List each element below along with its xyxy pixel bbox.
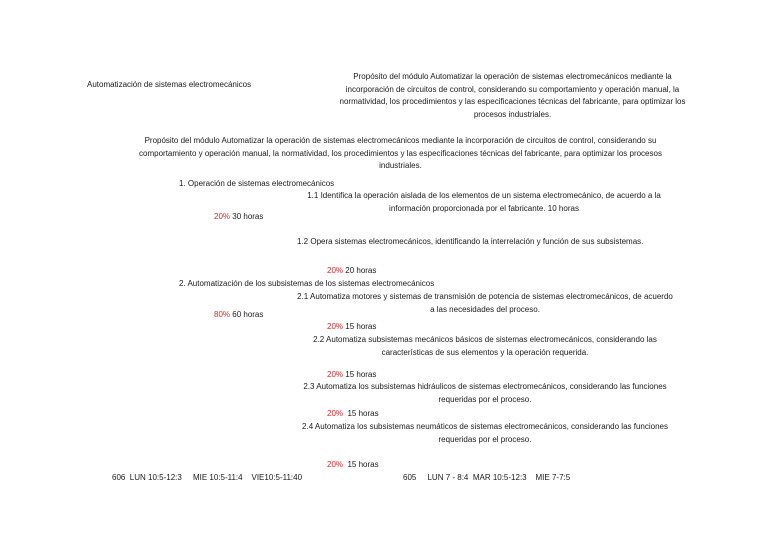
percent: 20% (327, 409, 344, 418)
result-2-1-weight (327, 321, 376, 334)
result-1-2-weight (327, 265, 376, 278)
hours: 15 horas (345, 322, 377, 331)
result-1-1: 1.1 Identifica la operación aislada de los elementos de un sistema electromecánico, de acuerdo a la información proporcionada por el fabricante. 10 horas (307, 191, 661, 213)
result-2-1: 2.1 Automatiza motores y sistemas de transmisión de potencia de sistemas electromecánicos, de acuerdo a las necesidades del proceso. (297, 292, 673, 314)
unit-1-title: 1. Operación de sistemas electromecánicos (179, 179, 335, 188)
result-1-2: 1.2 Opera sistemas electromecánicos, identificando la interrelación y función de sus subsistemas. (297, 237, 644, 246)
percent: 20% (327, 460, 344, 469)
hours: 20 horas (345, 266, 377, 275)
hours: 60 horas (232, 310, 264, 319)
hours: 30 horas (232, 212, 264, 221)
percent: 20% (327, 322, 344, 331)
hours: 15 horas (345, 370, 377, 379)
hours: 15 horas (347, 409, 379, 418)
purpose-full: Propósito del módulo Automatizar la operación de sistemas electromecánicos mediante la incorporación de circuitos de control, considerando su comportamiento y operación manual, la normatividad, los procedimientos y las especificaciones técnicas del fabricante, para optimizar los procesos industriales. (139, 136, 662, 170)
purpose-right: Propósito del módulo Automatizar la operación de sistemas electromecánicos mediante la incorporación de circuitos de control, considerando su comportamiento y operación manual, la normatividad, los procedimientos y las especificaciones técnicas del fabricante, para optimizar los procesos industriales. (339, 72, 686, 119)
result-2-4-weight (327, 459, 379, 472)
hours: 15 horas (347, 460, 379, 469)
percent: 20% (327, 266, 344, 275)
percent: 20% (327, 370, 344, 379)
result-2-2-weight (327, 369, 376, 382)
unit-1-weight (214, 211, 263, 224)
schedule-group-606: 606 LUN 10:5-12:3 MIE 10:5-11:4 VIE10:5-11:40 (112, 473, 303, 482)
result-2-3-weight (327, 408, 379, 421)
unit-2-title: 2. Automatización de los subsistemas de los sistemas electromecánicos (179, 279, 435, 288)
result-2-4: 2.4 Automatiza los subsistemas neumáticos de sistemas electromecánicos, considerando las funciones requeridas por el proceso. (302, 422, 668, 444)
percent: 80% (214, 310, 231, 319)
schedule-group-605: 605 LUN 7 - 8:4 MAR 10:5-12:3 MIE 7-7:5 (403, 473, 571, 482)
percent: 20% (214, 212, 231, 221)
result-2-2: 2.2 Automatiza subsistemas mecánicos básicos de sistemas electromecánicos, considerando las características de sus elementos y la operación requerida. (313, 335, 657, 357)
document-title: Automatización de sistemas electromecánicos (87, 80, 252, 89)
unit-2-weight (214, 309, 263, 322)
result-2-3: 2.3 Automatiza los subsistemas hidráulicos de sistemas electromecánicos, considerando las funciones requeridas por el proceso. (303, 382, 667, 404)
